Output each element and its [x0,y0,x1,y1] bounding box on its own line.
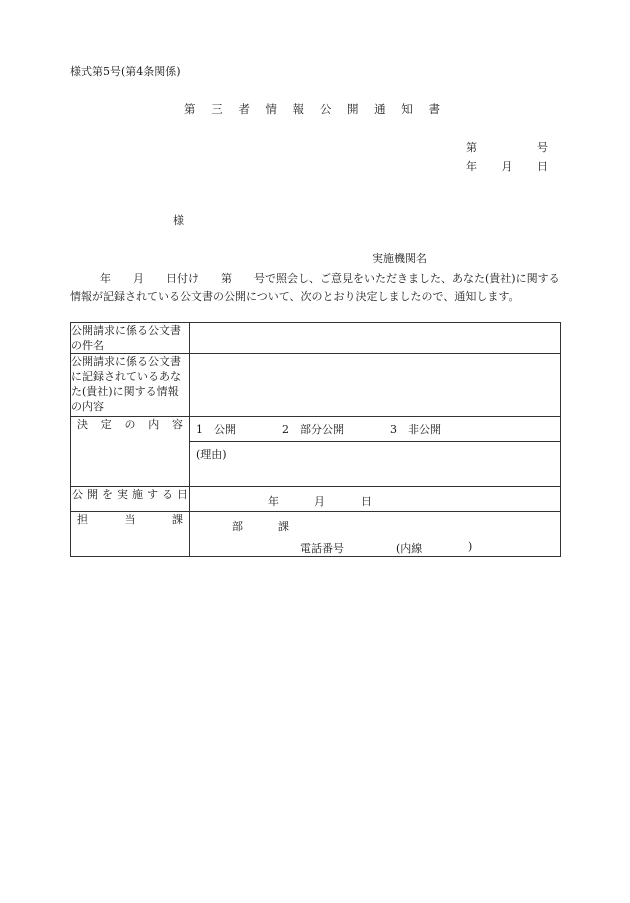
table-row [71,512,561,557]
document-date-line [466,161,548,172]
option-non-disclose: 3 非公開 [390,423,441,436]
impl-label-char: 開 [87,488,98,501]
impl-label-char: 公 [72,488,83,501]
impl-date-day: 日 [361,495,372,508]
extension-close: ) [468,540,473,553]
info-content-label: 公開請求に係る公文書に記録されているあなた(貴社)に関する情報の内容 [71,354,190,417]
reason-label: (理由) [196,448,227,461]
doc-subject-label: 公開請求に係る公文書の件名 [71,323,190,354]
document-number-line [466,142,548,153]
decision-reason-cell [190,442,561,487]
recipient-suffix: 様 [173,214,184,227]
date-month: 月 [501,160,513,173]
notice-body-text: 年 月 日付け 第 号で照会し、ご意見をいただきました、あなた(貴社)に関する情報が記録されている公文書の公開について、次のとおり決定しましたので、通知します。 [70,272,560,303]
charge-label-char: 担 [77,513,88,526]
table-row [71,487,561,512]
decision-label-char: 決 [77,418,88,431]
date-year: 年 [466,160,477,173]
number-suffix: 号 [537,141,548,154]
charge-section-label [71,512,190,557]
charge-label-char: 当 [124,513,136,526]
charge-section-value [190,512,561,557]
impl-date-year: 年 [268,495,279,508]
date-day: 日 [537,160,548,173]
option-disclose: 1 公開 [196,423,236,436]
charge-label-char: 課 [172,513,183,526]
phone-label: 電話番号 [300,542,344,555]
decision-options [190,417,561,442]
info-content-value [190,354,561,417]
section-label: 課 [278,520,289,533]
agency-name-label: 実施機関名 [372,252,427,265]
number-prefix: 第 [466,141,477,154]
impl-label-char: を [102,488,113,501]
decision-label-char: 内 [148,418,160,431]
decision-label-char: 定 [100,418,112,431]
notice-form-table [70,322,561,557]
table-row [71,323,561,354]
implementation-date-label [71,487,190,512]
dept-label: 部 [232,520,243,533]
impl-label-char: 日 [177,488,188,501]
impl-label-char: 実 [117,488,128,501]
impl-label-char: 施 [132,488,143,501]
extension-open: (内線 [396,542,423,555]
decision-label [71,417,190,487]
impl-label-char: る [162,488,173,501]
option-partial-disclose: 2 部分公開 [282,423,344,436]
document-title: 第 三 者 情 報 公 開 通 知 書 [184,102,446,116]
impl-date-month: 月 [314,495,325,508]
doc-subject-value [190,323,561,354]
table-row [71,354,561,417]
decision-label-char: の [124,418,136,431]
table-row [71,417,561,442]
notice-body [70,270,562,306]
implementation-date-value [190,487,561,512]
impl-label-char: す [147,488,158,501]
form-number-label: 様式第5号(第4条関係) [70,65,181,78]
decision-label-char: 容 [172,418,183,431]
